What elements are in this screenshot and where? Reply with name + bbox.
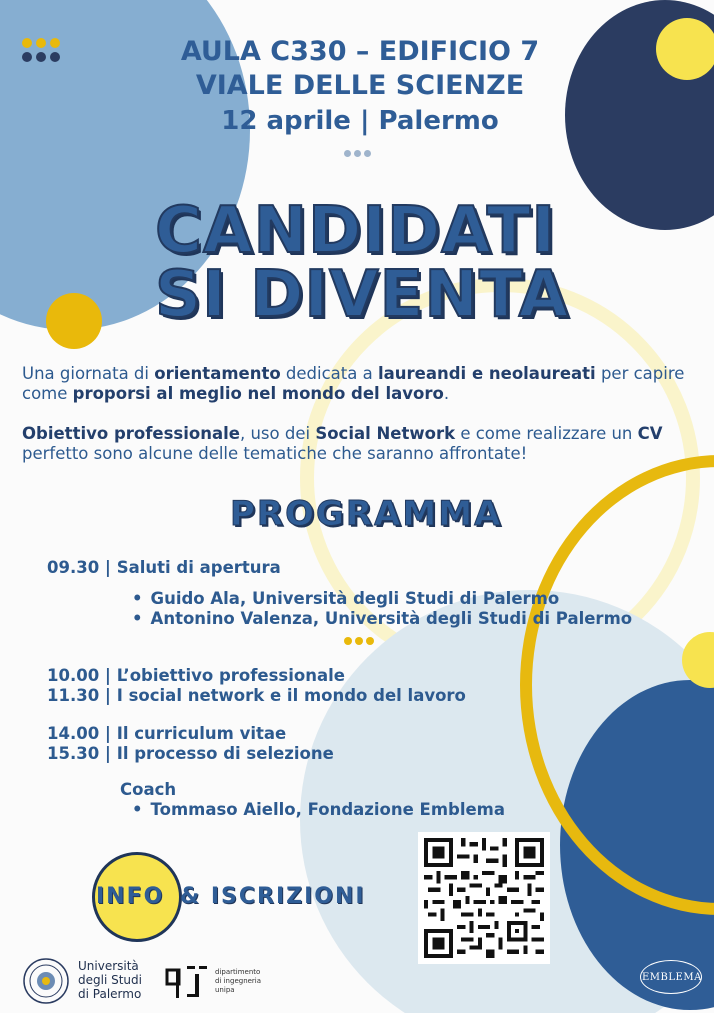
session-item: 10.00 | L’obiettivo professionale: [47, 666, 345, 685]
dept-logo[interactable]: [165, 958, 275, 1004]
coach-label: Coach: [120, 780, 177, 799]
qr-code-icon: [424, 838, 544, 958]
emblema-logo[interactable]: [638, 958, 704, 998]
speaker-item: • Guido Ala, Università degli Studi di Palermo: [132, 589, 559, 608]
speaker-item: • Antonino Valenza, Università degli Studi di Palermo: [132, 609, 632, 628]
intro-paragraph-2: Obiettivo professionale, uso dei Social Network e come realizzare un CV perfetto sono alcune delle tematiche che saranno affrontate!: [22, 424, 663, 463]
coach-item: • Tommaso Aiello, Fondazione Emblema: [132, 800, 505, 819]
iscrizioni-word: & ISCRIZIONI: [180, 884, 366, 909]
info-iscrizioni-heading[interactable]: [96, 884, 366, 909]
yellow-circle-top-right: [656, 18, 714, 80]
dots-program-divider: [344, 637, 374, 645]
session-item: 11.30 | I social network e il mondo del lavoro: [47, 686, 466, 705]
date-line: 12 aprile | Palermo: [221, 106, 499, 136]
intro-paragraph-1: Una giornata di orientamento dedicata a laureandi e neolaureati per capire come proporsi al meglio nel mondo del lavoro.: [22, 364, 685, 403]
dept-logo-icon: [165, 960, 211, 1002]
unipa-logo[interactable]: [22, 955, 152, 1007]
program-title: PROGRAMMA: [230, 494, 503, 534]
qr-code[interactable]: [418, 832, 550, 964]
street-line: VIALE DELLE SCIENZE: [195, 70, 525, 101]
dept-name-line2: di ingegneria: [215, 977, 262, 985]
dept-name-line3: unipa: [215, 986, 235, 994]
program-opening: 09.30 | Saluti di apertura: [47, 558, 281, 577]
dots-top-left: [22, 38, 60, 62]
headline-line1: CANDIDATI: [155, 194, 557, 268]
info-word: INFO: [96, 884, 165, 909]
unipa-seal-icon: [22, 957, 70, 1005]
session-item: 14.00 | Il curriculum vitae: [47, 724, 287, 743]
venue-line: AULA C330 – EDIFICIO 7: [180, 36, 540, 67]
dots-header-divider: [344, 150, 371, 157]
unipa-name-line2: degli Studi: [78, 973, 142, 987]
unipa-name-line3: di Palermo: [78, 987, 142, 1001]
session-item: 15.30 | Il processo di selezione: [47, 744, 334, 763]
yellow-small-circle-left: [46, 293, 102, 349]
emblema-wordmark: EMBLEMA: [642, 972, 702, 983]
headline-line2: SI DIVENTA: [155, 258, 570, 332]
unipa-name-line1: Università: [78, 959, 139, 973]
dept-name-line1: dipartimento: [215, 968, 261, 976]
